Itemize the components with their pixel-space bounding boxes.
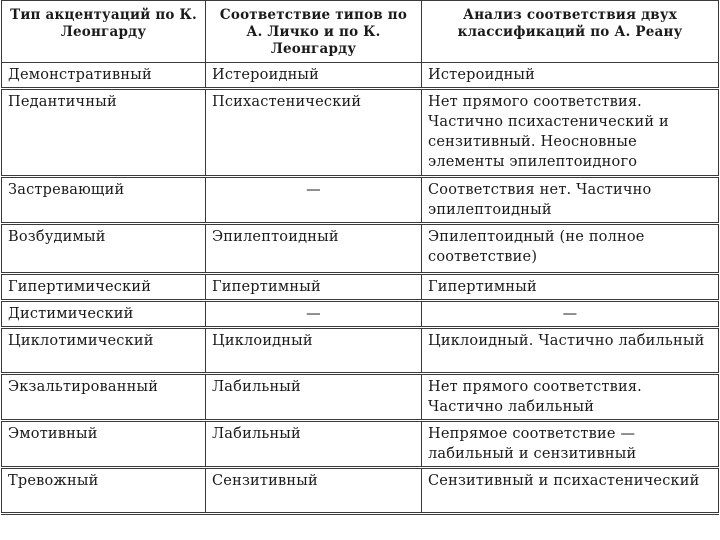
table-row (2, 301, 719, 328)
cell-rean-analysis: — (422, 301, 719, 328)
cell-rean-analysis: Нет прямого соответствия. Частично психастенический и сензитивный. Неосновные элементы эпилептоидного (422, 89, 719, 177)
cell-leonhard-type: Застревающий (2, 177, 206, 224)
table-row (2, 177, 719, 224)
accentuation-comparison-table (1, 0, 719, 515)
table-header-row (2, 1, 719, 63)
cell-rean-analysis: Нет прямого соответствия. Частично лабильный (422, 374, 719, 421)
cell-leonhard-type: Эмотивный (2, 421, 206, 468)
cell-lichko-type: Сензитивный (206, 468, 422, 514)
table-row (2, 374, 719, 421)
header-rean-analysis: Анализ соответствия двух классификаций по А. Реану (422, 1, 719, 63)
cell-leonhard-type: Возбудимый (2, 224, 206, 274)
cell-leonhard-type: Демонстративный (2, 63, 206, 89)
table-row (2, 468, 719, 514)
cell-leonhard-type: Дистимический (2, 301, 206, 328)
table-row (2, 328, 719, 374)
cell-lichko-type: — (206, 301, 422, 328)
cell-leonhard-type: Тревожный (2, 468, 206, 514)
cell-leonhard-type: Циклотимический (2, 328, 206, 374)
cell-lichko-type: Истероидный (206, 63, 422, 89)
cell-rean-analysis: Циклоидный. Частично лабильный (422, 328, 719, 374)
cell-leonhard-type: Экзальтированный (2, 374, 206, 421)
header-leonhard-type: Тип акцентуаций по К. Леонгарду (2, 1, 206, 63)
cell-lichko-type: Гипертимный (206, 274, 422, 301)
cell-lichko-type: Лабильный (206, 421, 422, 468)
cell-leonhard-type: Педантичный (2, 89, 206, 177)
cell-lichko-type: — (206, 177, 422, 224)
cell-lichko-type: Эпилептоидный (206, 224, 422, 274)
cell-rean-analysis: Истероидный (422, 63, 719, 89)
cell-rean-analysis: Соответствия нет. Частично эпилептоидный (422, 177, 719, 224)
table-row (2, 89, 719, 177)
table-row (2, 274, 719, 301)
cell-rean-analysis: Гипертимный (422, 274, 719, 301)
cell-lichko-type: Циклоидный (206, 328, 422, 374)
table-row (2, 63, 719, 89)
cell-leonhard-type: Гипертимический (2, 274, 206, 301)
cell-rean-analysis: Эпилептоидный (не полное соответствие) (422, 224, 719, 274)
table-row (2, 224, 719, 274)
cell-rean-analysis: Непрямое соответствие — лабильный и сензитивный (422, 421, 719, 468)
cell-lichko-type: Психастенический (206, 89, 422, 177)
cell-lichko-type: Лабильный (206, 374, 422, 421)
cell-rean-analysis: Сензитивный и психастенический (422, 468, 719, 514)
table-row (2, 421, 719, 468)
header-lichko-correspondence: Соответствие типов по А. Личко и по К. Леонгарду (206, 1, 422, 63)
